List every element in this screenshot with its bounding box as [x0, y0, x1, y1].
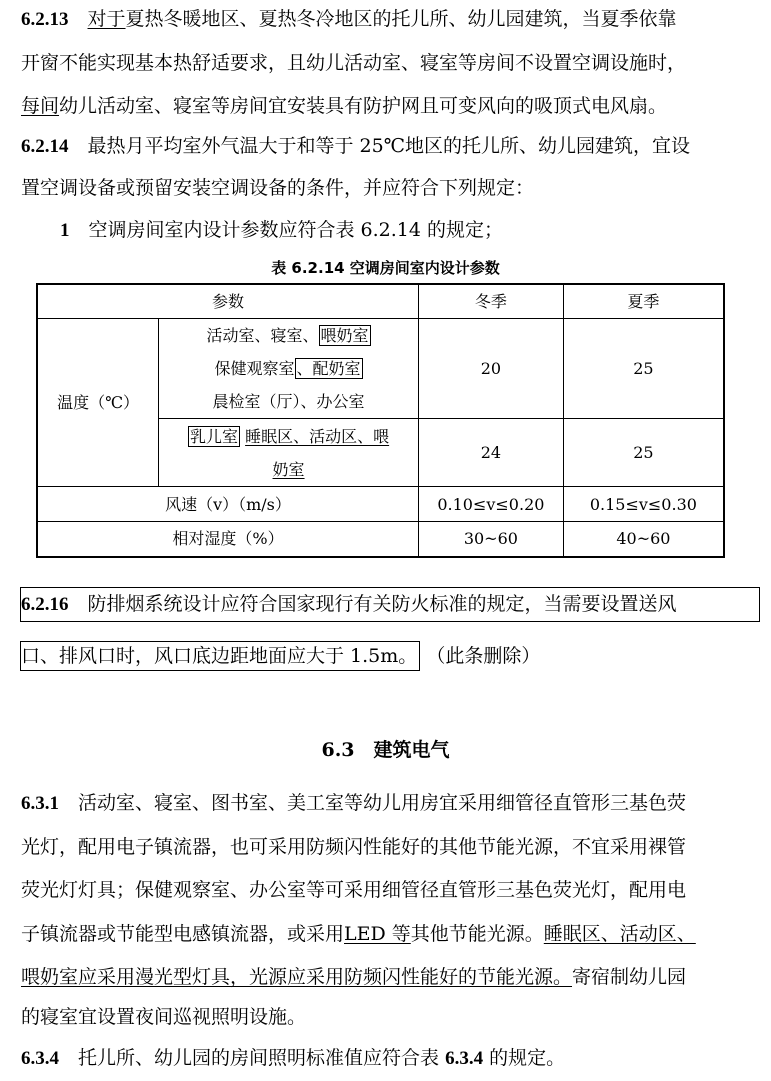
boxed-text: 喂奶室 — [320, 326, 369, 345]
clause-number: 6.3.1 — [21, 793, 59, 814]
deleted-note: （此条删除） — [426, 645, 541, 667]
clause-number: 6.2.13 — [21, 9, 69, 30]
clause-6-3-1-line-3 — [21, 877, 759, 903]
table-row-wind — [37, 487, 724, 522]
text: 晨检室（厅）、办公室 — [212, 392, 365, 411]
clause-6-3-1-line-1 — [21, 790, 759, 817]
text: 光灯，配用电子镇流器，也可采用防频闪性能好的其他节能光源，不宜采用裸管 — [21, 836, 687, 858]
text: 的规定。 — [489, 1047, 566, 1069]
clause-6-2-16-line-2 — [20, 643, 759, 669]
table-ref: 6.3.4 — [445, 1048, 484, 1069]
temp-summer-2: 25 — [563, 419, 724, 487]
clause-6-3-1-line-5 — [21, 964, 759, 990]
text: 开窗不能实现基本热舒适要求，且幼儿活动室、寝室等房间不设置空调设施时， — [21, 52, 687, 74]
header-summer: 夏季 — [563, 284, 724, 319]
temp-label: 温度（℃） — [37, 319, 159, 487]
clause-number: 6.3.4 — [21, 1048, 59, 1069]
underlined-text: 睡眠区、活动区、 — [543, 923, 696, 945]
underlined-text: 睡眠区、活动区、喂 — [245, 426, 390, 446]
temp-summer-1: 25 — [563, 319, 724, 419]
temp-rooms-1 — [159, 319, 419, 419]
clause-6-3-1-line-6 — [21, 1004, 759, 1030]
clause-6-2-13-line-3 — [21, 93, 759, 119]
clause-6-2-14-line-1 — [21, 133, 759, 160]
clause-number: 6.2.14 — [21, 136, 69, 157]
text: 最热月平均室外气温大于和等于 25℃地区的托儿所、幼儿园建筑，宜设 — [87, 135, 690, 157]
clause-number: 6.2.16 — [21, 594, 69, 615]
item-number: 1 — [60, 220, 70, 241]
underlined-text: 喂奶室应采用漫光型灯具，光源应采用防频闪性能好的节能光源。 — [21, 966, 573, 988]
text: 置空调设备或预留安装空调设备的条件，并应符合下列规定： — [21, 177, 535, 199]
clause-6-3-1-line-4 — [21, 921, 759, 947]
text: 子镇流器或节能型电感镇流器，或采用 — [21, 923, 345, 945]
boxed-text: 乳儿室 — [189, 426, 238, 446]
header-param: 参数 — [37, 284, 418, 319]
text: 夏热冬暖地区、夏热冬冷地区的托儿所、幼儿园建筑，当夏季依靠 — [125, 8, 677, 30]
text: 其他节能光源。 — [410, 923, 544, 945]
clause-6-2-13-line-1 — [21, 6, 759, 33]
underlined-text: 对于 — [87, 8, 126, 30]
text: 保健观察室 — [214, 359, 295, 378]
underlined-text: LED 等 — [344, 923, 411, 945]
clause-6-3-1-line-2 — [21, 834, 759, 860]
underlined-text: 奶室 — [272, 459, 305, 479]
clause-6-3-4-line-1 — [21, 1045, 759, 1072]
text: 荧光灯灯具；保健观察室、办公室等可采用细管径直管形三基色荧光灯，配用电 — [21, 879, 687, 901]
humidity-summer: 40~60 — [563, 522, 724, 557]
humidity-winter: 30~60 — [418, 522, 563, 557]
underlined-text: 每间 — [21, 95, 60, 117]
wind-label: 风速（v）（m/s） — [37, 487, 418, 522]
text: 活动室、寝室、 — [206, 326, 319, 345]
text: 寄宿制幼儿园 — [572, 966, 687, 988]
text: 幼儿活动室、寝室等房间宜安装具有防护网且可变风向的吸顶式电风扇。 — [59, 95, 668, 117]
section-heading: 6.3 建筑电气 — [321, 739, 450, 761]
table-caption: 表 6.2.14 空调房间室内设计参数 — [271, 259, 500, 277]
temp-rooms-2 — [159, 419, 419, 487]
clause-6-2-13-line-2 — [21, 50, 759, 76]
text: 防排烟系统设计应符合国家现行有关防火标准的规定，当需要设置送风 — [87, 593, 677, 615]
temp-winter-2: 24 — [418, 419, 563, 487]
text: 的寝室宜设置夜间巡视照明设施。 — [21, 1006, 307, 1028]
table-row-humidity — [37, 522, 724, 557]
text: 活动室、寝室、图书室、美工室等幼儿用房宜采用细管径直管形三基色荧 — [78, 792, 687, 814]
text: 托儿所、幼儿园的房间照明标准值应符合表 — [78, 1047, 440, 1069]
wind-summer: 0.15≤v≤0.30 — [563, 487, 724, 522]
text: 空调房间室内设计参数应符合表 6.2.14 的规定； — [88, 219, 504, 241]
boxed-text: 、配奶室 — [296, 359, 361, 378]
clause-6-2-14-item-1 — [60, 217, 759, 244]
humidity-label: 相对湿度（%） — [37, 522, 418, 557]
header-winter: 冬季 — [418, 284, 563, 319]
table-header-row — [37, 284, 724, 319]
table-row-temp-1 — [37, 319, 724, 419]
params-table — [36, 283, 725, 558]
boxed-text: 口、排风口时，风口底边距地面应大于 1.5m。 — [20, 641, 420, 671]
clause-6-2-16-line-1 — [20, 587, 760, 622]
clause-6-2-14-line-2 — [21, 175, 759, 201]
wind-winter: 0.10≤v≤0.20 — [418, 487, 563, 522]
temp-winter-1: 20 — [418, 319, 563, 419]
